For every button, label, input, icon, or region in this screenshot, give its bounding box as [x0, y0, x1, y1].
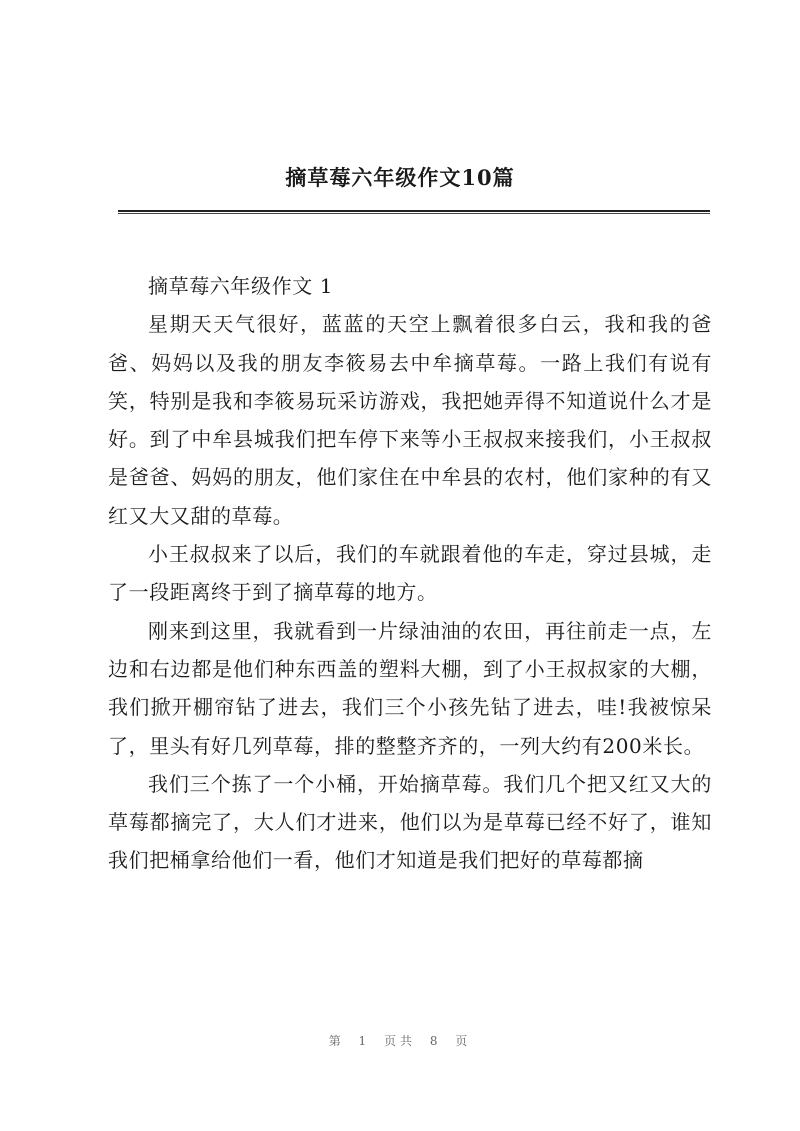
- document-title: 摘草莓六年级作文10篇: [285, 165, 515, 190]
- page-footer: 第 1 页共 8 页: [328, 1034, 472, 1048]
- article-heading: 摘草莓六年级作文 1: [148, 274, 334, 298]
- paragraph-4: 我们三个拣了一个小桶，开始摘草莓。我们几个把又红又大的草莓都摘完了，大人们才进来，他们以为是草莓已经不好了，谁知我们把桶拿给他们一看，他们才知道是我们把好的草莓都摘: [108, 771, 712, 873]
- paragraph-2: 小王叔叔来了以后，我们的车就跟着他的车走，穿过县城，走了一段距离终于到了摘草莓的地方。: [108, 542, 712, 605]
- paragraph-3: 刚来到这里，我就看到一片绿油油的农田，再往前走一点，左边和右边都是他们种东西盖的塑料大棚，到了小王叔叔家的大棚，我们掀开棚帘钻了进去，我们三个小孩先钻了进去，哇!我被惊呆了，里头有好几列草莓，排的整整齐齐的，一列大约有200米长。: [108, 618, 712, 758]
- article-body: [108, 267, 712, 880]
- title-divider: [118, 210, 710, 214]
- paragraph-1: 星期天天气很好，蓝蓝的天空上飘着很多白云，我和我的爸爸、妈妈以及我的朋友李筱易去中牟摘草莓。一路上我们有说有笑，特别是我和李筱易玩采访游戏，我把她弄得不知道说什么才是好。到了中牟县城我们把车停下来等小王叔叔来接我们，小王叔叔是爸爸、妈妈的朋友，他们家住在中牟县的农村，他们家种的有又红又大又甜的草莓。: [108, 312, 712, 528]
